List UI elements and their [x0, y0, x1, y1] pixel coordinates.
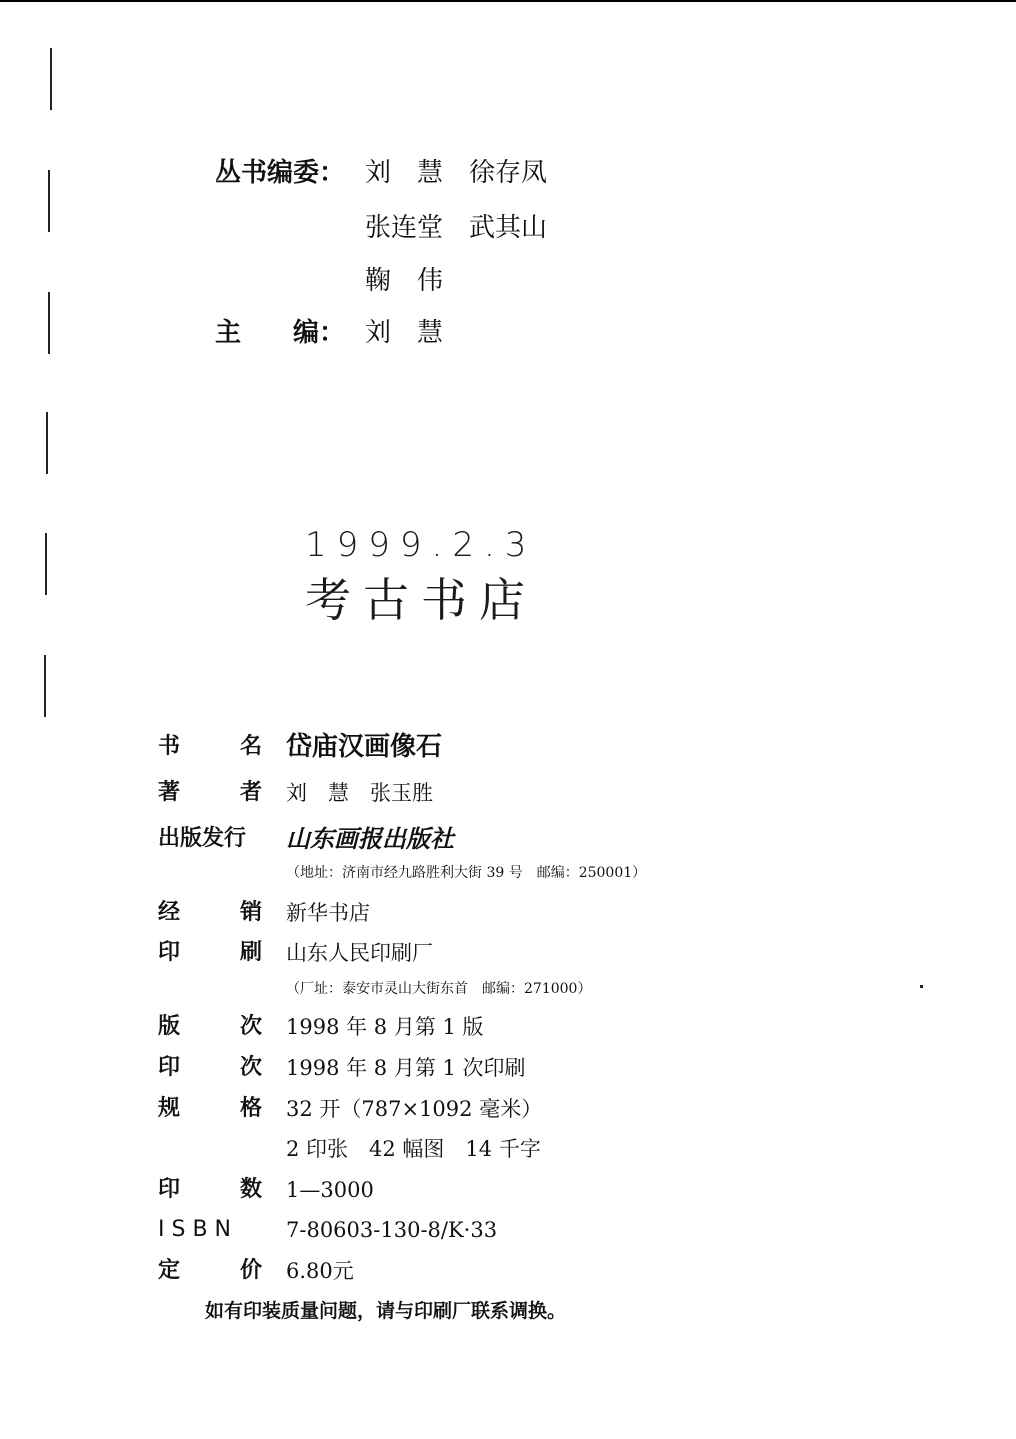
quality-notice: 如有印装质量问题，请与印刷厂联系调换。 [205, 1300, 567, 1322]
distributor-name: 新华书店 [286, 901, 370, 925]
book-title: 岱庙汉画像石 [286, 732, 443, 762]
stray-dot [920, 985, 923, 988]
publisher-name: 山东画报出版社 [286, 824, 454, 853]
isbn-label: I S B N [158, 1217, 231, 1242]
label-char: 刷 [239, 940, 262, 965]
label-char: 价 [239, 1258, 262, 1283]
margin-mark [46, 412, 48, 474]
handwritten-date: 1999.2.3 [305, 525, 537, 565]
author-names: 刘 慧 张玉胜 [286, 781, 433, 805]
label-char: 书 [158, 734, 181, 759]
printer-name: 山东人民印刷厂 [286, 941, 433, 965]
chief-editor-name: 刘 慧 [365, 318, 444, 348]
printing-value: 1998 年 8 月第 1 次印刷 [286, 1056, 526, 1080]
label-char: 印 [158, 940, 181, 965]
margin-mark [48, 170, 50, 232]
margin-mark [48, 292, 50, 354]
format-detail: 2 印张 42 幅图 14 千字 [286, 1137, 541, 1161]
isbn-value: 7-80603-130-8/K·33 [286, 1218, 498, 1242]
margin-mark [44, 655, 46, 717]
print-run-value: 1—3000 [286, 1178, 374, 1202]
chief-editor-label: 主 编： [215, 318, 346, 348]
label-char: 版 [158, 1014, 181, 1039]
label-char: 规 [158, 1096, 181, 1121]
committee-members: 张连堂 武其山 [365, 213, 548, 243]
handwritten-note [305, 520, 537, 630]
edition-value: 1998 年 8 月第 1 版 [286, 1015, 484, 1039]
handwritten-store-name: 考古书店 [305, 573, 537, 627]
label-char: 著 [158, 780, 181, 805]
price-value: 6.80元 [286, 1259, 354, 1283]
label-char: 次 [239, 1055, 262, 1080]
printer-address: （厂址：泰安市灵山大街东首 邮编：271000） [286, 981, 592, 997]
label-char: 名 [239, 734, 262, 759]
label-char: 定 [158, 1258, 181, 1283]
committee-members: 鞠 伟 [365, 266, 444, 296]
label-char: 者 [239, 780, 262, 805]
format-value: 32 开（787×1092 毫米） [286, 1097, 543, 1121]
margin-mark [45, 533, 47, 595]
publisher-label: 出版发行 [158, 826, 247, 851]
label-char: 次 [239, 1014, 262, 1039]
label-char: 经 [158, 900, 181, 925]
publisher-address: （地址：济南市经九路胜利大街 39 号 邮编：250001） [286, 865, 647, 881]
margin-mark [50, 48, 52, 110]
label-char: 印 [158, 1177, 181, 1202]
label-char: 印 [158, 1055, 181, 1080]
label-char: 格 [239, 1096, 262, 1121]
label-char: 数 [239, 1177, 262, 1202]
top-border-rule [0, 0, 1016, 2]
label-char: 销 [239, 900, 262, 925]
committee-label: 丛书编委： [215, 158, 346, 188]
committee-members: 刘 慧 徐存凤 [365, 158, 548, 188]
